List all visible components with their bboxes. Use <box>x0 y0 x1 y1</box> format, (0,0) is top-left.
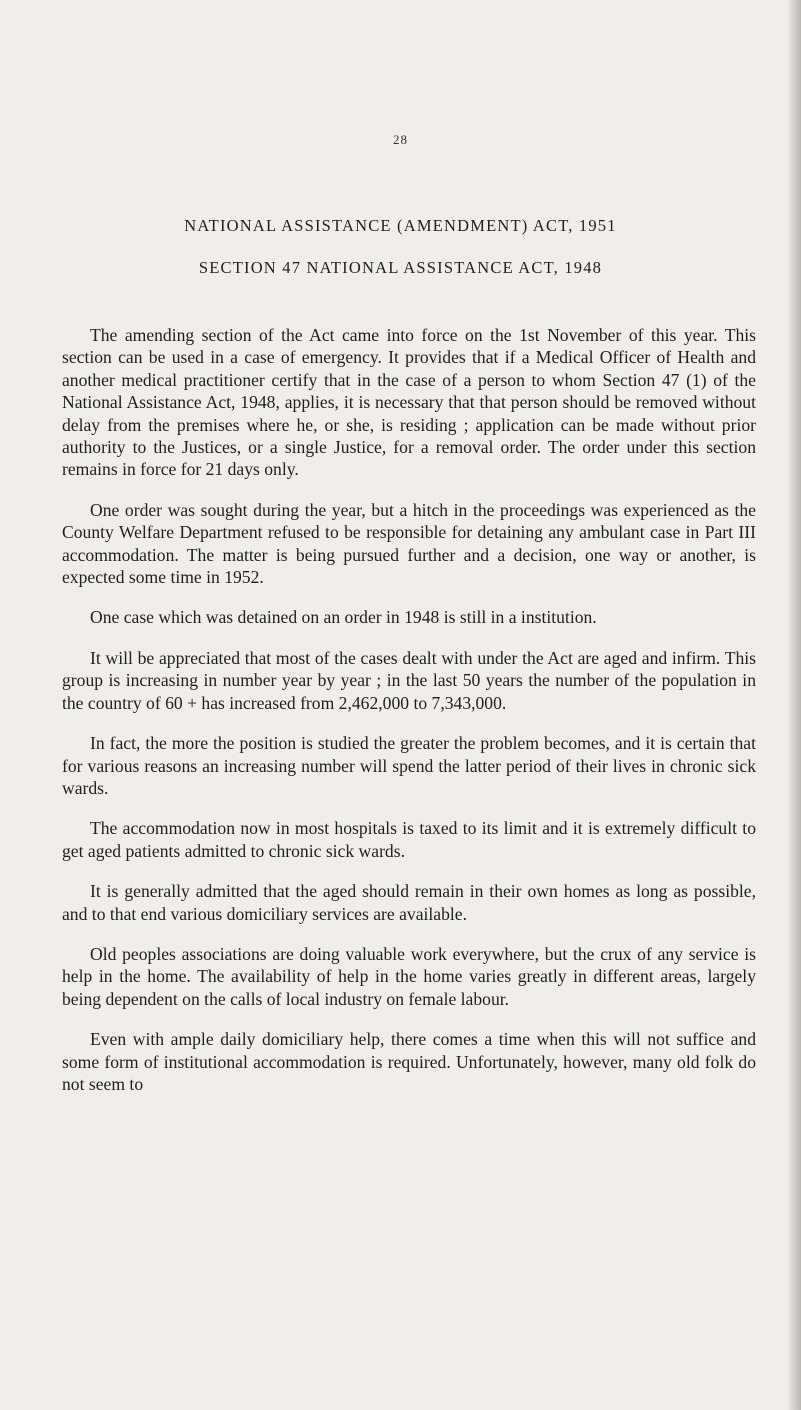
section-subtitle: SECTION 47 NATIONAL ASSISTANCE ACT, 1948 <box>198 258 603 277</box>
paragraph-amending-section: The amending section of the Act came into force on the 1st November of this year. This section can be used in a case of emergency. It provides that if a Medical Officer of Health and another medical practitioner certify that in the case of a person to whom Section 47 (1) of the National Assistance Act, 1948, applies, it is necessary that that person should be removed without delay from the premises where he, or she, is residing ; application can be made without prior authority to the Justices, or a single Justice, for a removal order. The order under this section remains in force for 21 days only. <box>62 325 756 480</box>
page-number: 28 <box>393 132 408 147</box>
paragraph-case-detained: One case which was detained on an order in 1948 is still in a institution. <box>90 607 597 628</box>
paragraph-hospital-accommodation: The accommodation now in most hospitals is taxed to its limit and it is extremely difficult to get aged patients admitted to chronic sick wards. <box>62 818 756 861</box>
paragraph-order-sought: One order was sought during the year, but a hitch in the proceedings was experienced as the County Welfare Department refused to be responsible for detaining any ambulant case in Part III accommodation. The matter is being pursued further and a decision, one way or another, is expected some time in 1952. <box>62 499 756 588</box>
paragraph-domiciliary-help: Even with ample daily domiciliary help, there comes a time when this will not suffice and some form of institutional accommodation is required. Unfortunately, however, many old folk do not seem to <box>62 1029 756 1094</box>
paragraph-aged-infirm: It will be appreciated that most of the cases dealt with under the Act are aged and infirm. This group is increasing in number year by year ; in the last 50 years the number of the population in the country of 60 + has increased from 2,462,000 to 7,343,000. <box>62 647 756 713</box>
body-text <box>62 324 756 1113</box>
paragraph-remain-at-home: It is generally admitted that the aged should remain in their own homes as long as possible, and to that end various domiciliary services are available. <box>62 881 756 924</box>
page-edge-shadow <box>787 0 801 1410</box>
section-title: NATIONAL ASSISTANCE (AMENDMENT) ACT, 1951 <box>184 216 617 235</box>
paragraph-problem-grows: In fact, the more the position is studied the greater the problem becomes, and it is certain that for various reasons an increasing number will spend the latter period of their lives in chronic sick wards. <box>62 733 756 798</box>
paragraph-old-peoples-associations: Old peoples associations are doing valuable work everywhere, but the crux of any service is help in the home. The availability of help in the home varies greatly in different areas, largely being dependent on the calls of local industry on female labour. <box>62 943 756 1009</box>
